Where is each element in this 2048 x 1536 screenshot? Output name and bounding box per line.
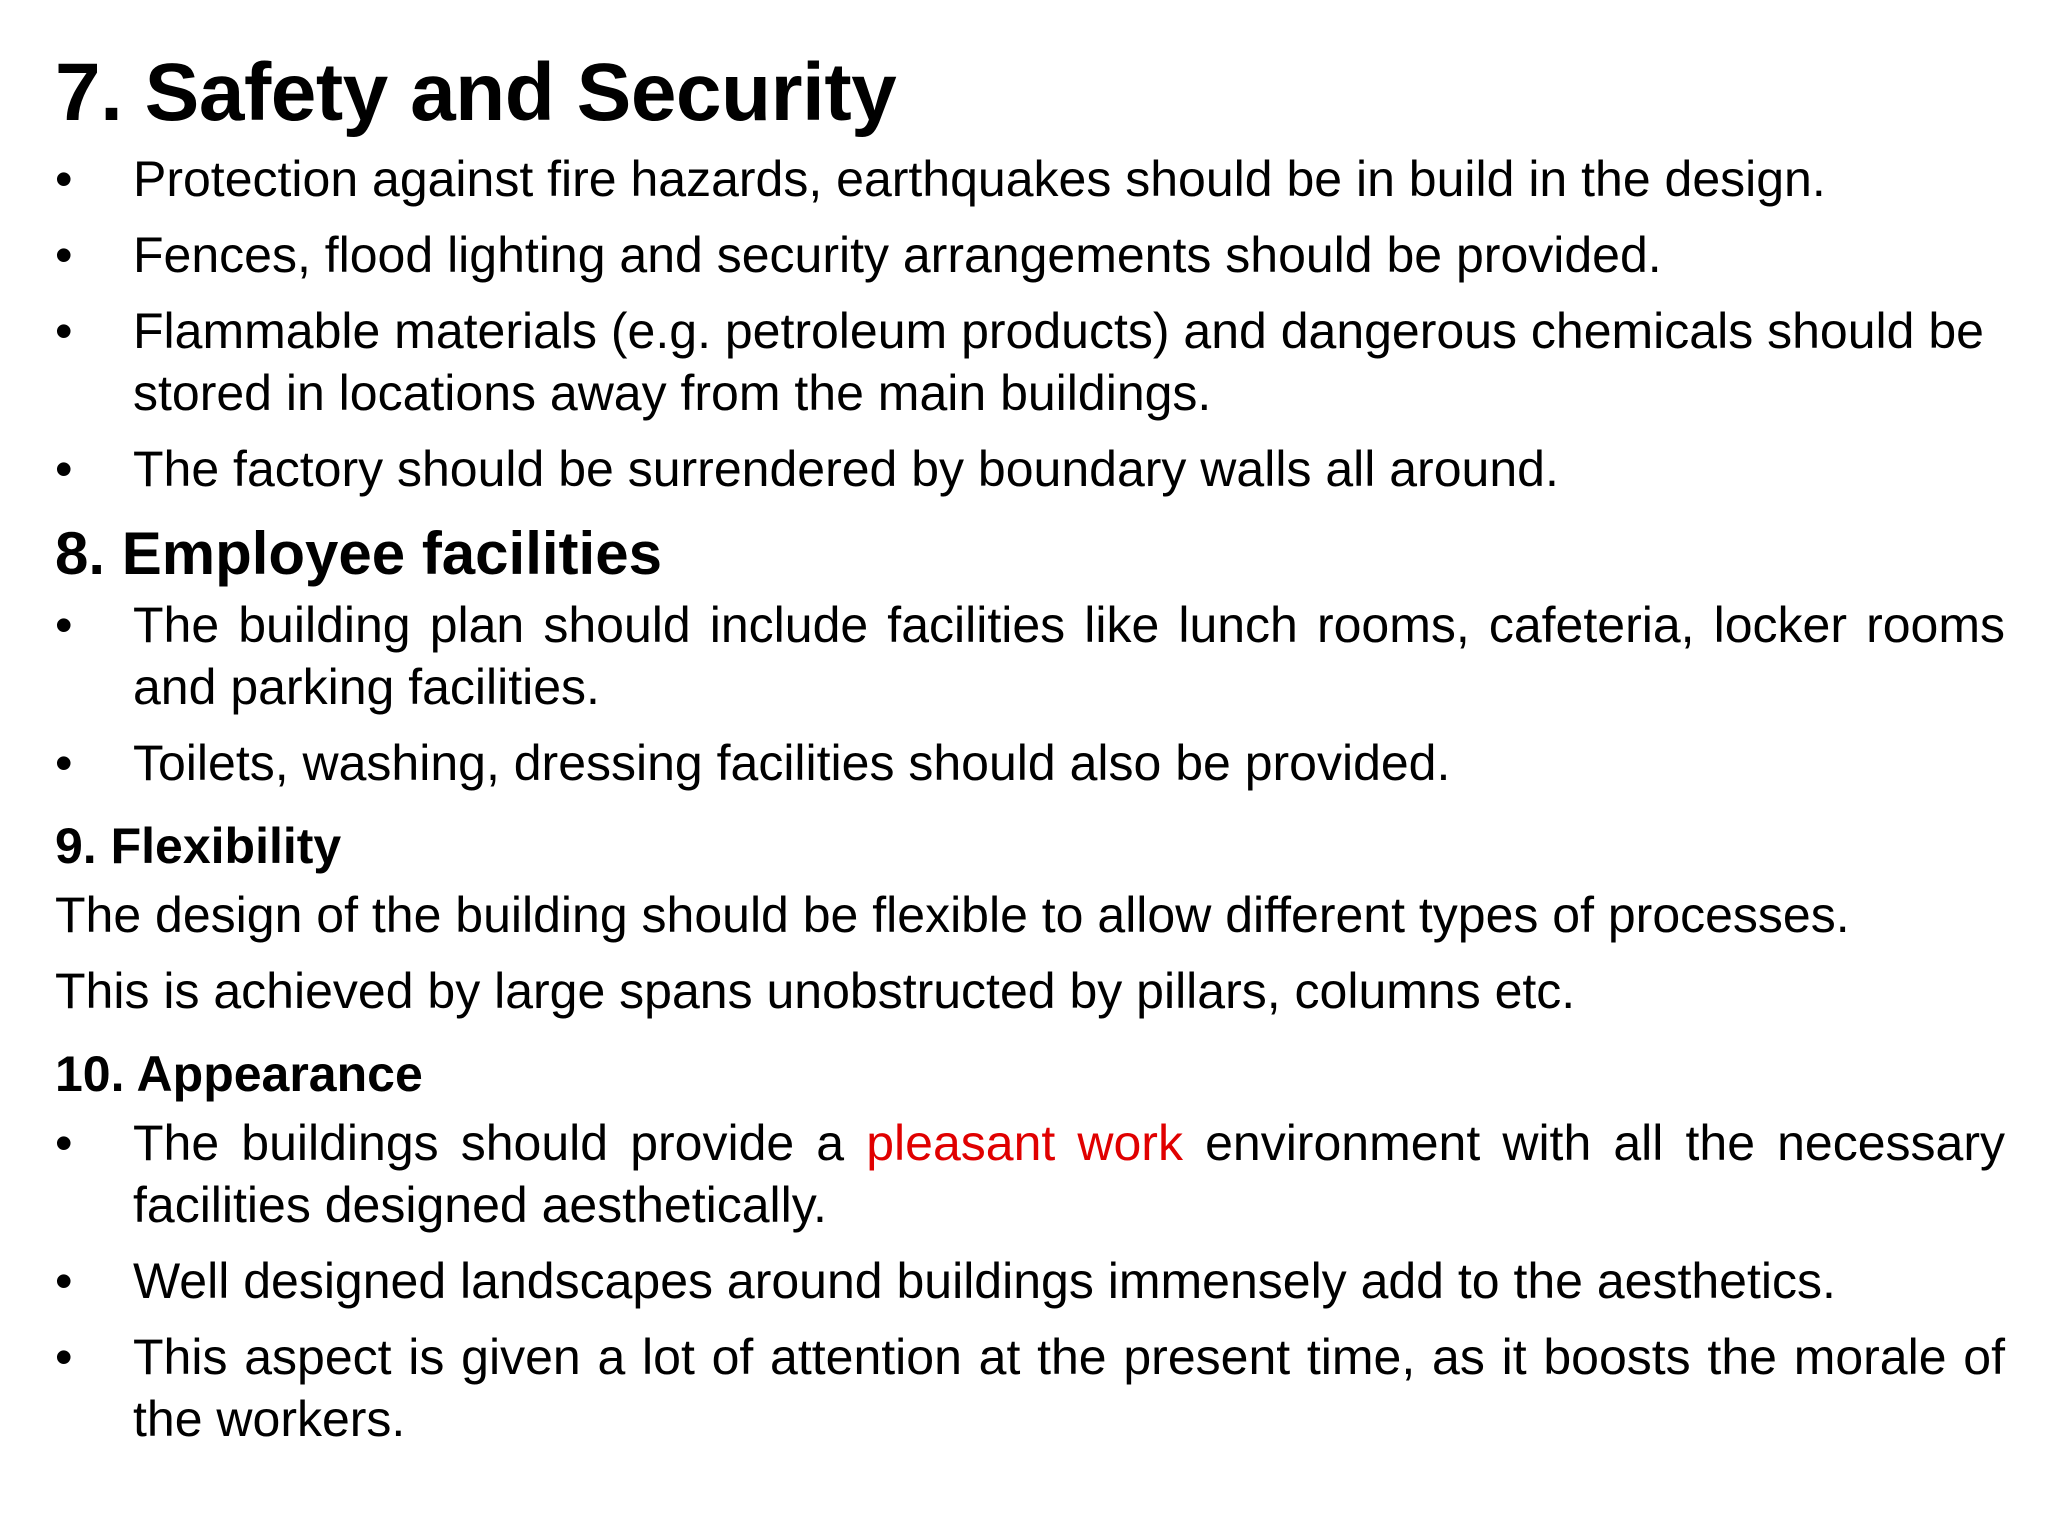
- bullet-text: The building plan should include facilities like lunch rooms, cafeteria, locker rooms and parking facilities.: [133, 597, 2005, 715]
- safety-bullet-list: [55, 148, 2005, 500]
- heading-employee-facilities: 8. Employee facilities: [55, 520, 662, 587]
- bullet-text: This aspect is given a lot of attention at the present time, as it boosts the morale of the workers.: [133, 1329, 2005, 1447]
- flexibility-paragraph: The design of the building should be flexible to allow different types of processes.: [55, 887, 1850, 943]
- list-item: [55, 732, 2005, 794]
- heading-flexibility: 9. Flexibility: [55, 818, 342, 874]
- highlight-text: pleasant work: [866, 1115, 1183, 1171]
- bullet-icon: •: [55, 735, 73, 791]
- list-item: [55, 438, 2005, 500]
- heading-safety-security: 7. Safety and Security: [55, 47, 897, 138]
- bullet-icon: •: [55, 151, 73, 207]
- list-item: [55, 1250, 2005, 1312]
- list-item: [55, 148, 2005, 210]
- bullet-icon: •: [55, 1115, 73, 1171]
- bullet-text: Fences, flood lighting and security arrangements should be provided.: [133, 227, 1662, 283]
- bullet-icon: •: [55, 597, 73, 653]
- bullet-text: The buildings should provide a: [133, 1115, 845, 1171]
- list-item: [55, 1326, 2005, 1450]
- flexibility-paragraph: This is achieved by large spans unobstructed by pillars, columns etc.: [55, 963, 1576, 1019]
- bullet-icon: •: [55, 227, 73, 283]
- employee-bullet-list: [55, 594, 2005, 794]
- bullet-icon: •: [55, 1253, 73, 1309]
- bullet-icon: •: [55, 303, 73, 359]
- list-item: [55, 300, 2005, 424]
- heading-appearance: 10. Appearance: [55, 1046, 423, 1102]
- slide-content: [55, 38, 2005, 1464]
- list-item: [55, 224, 2005, 286]
- bullet-text: Protection against fire hazards, earthquakes should be in build in the design.: [133, 151, 1826, 207]
- bullet-text: environment with all the necessary facilities designed aesthetically.: [133, 1115, 2005, 1233]
- bullet-text: Toilets, washing, dressing facilities should also be provided.: [133, 735, 1451, 791]
- bullet-text: The factory should be surrendered by boundary walls all around.: [133, 441, 1559, 497]
- bullet-text: Well designed landscapes around buildings immensely add to the aesthetics.: [133, 1253, 1836, 1309]
- list-item: [55, 1112, 2005, 1236]
- bullet-icon: •: [55, 441, 73, 497]
- appearance-bullet-list: [55, 1112, 2005, 1450]
- list-item: [55, 594, 2005, 718]
- bullet-text: Flammable materials (e.g. petroleum products) and dangerous chemicals should be stored in locations away from the main buildings.: [133, 303, 1984, 421]
- bullet-icon: •: [55, 1329, 73, 1385]
